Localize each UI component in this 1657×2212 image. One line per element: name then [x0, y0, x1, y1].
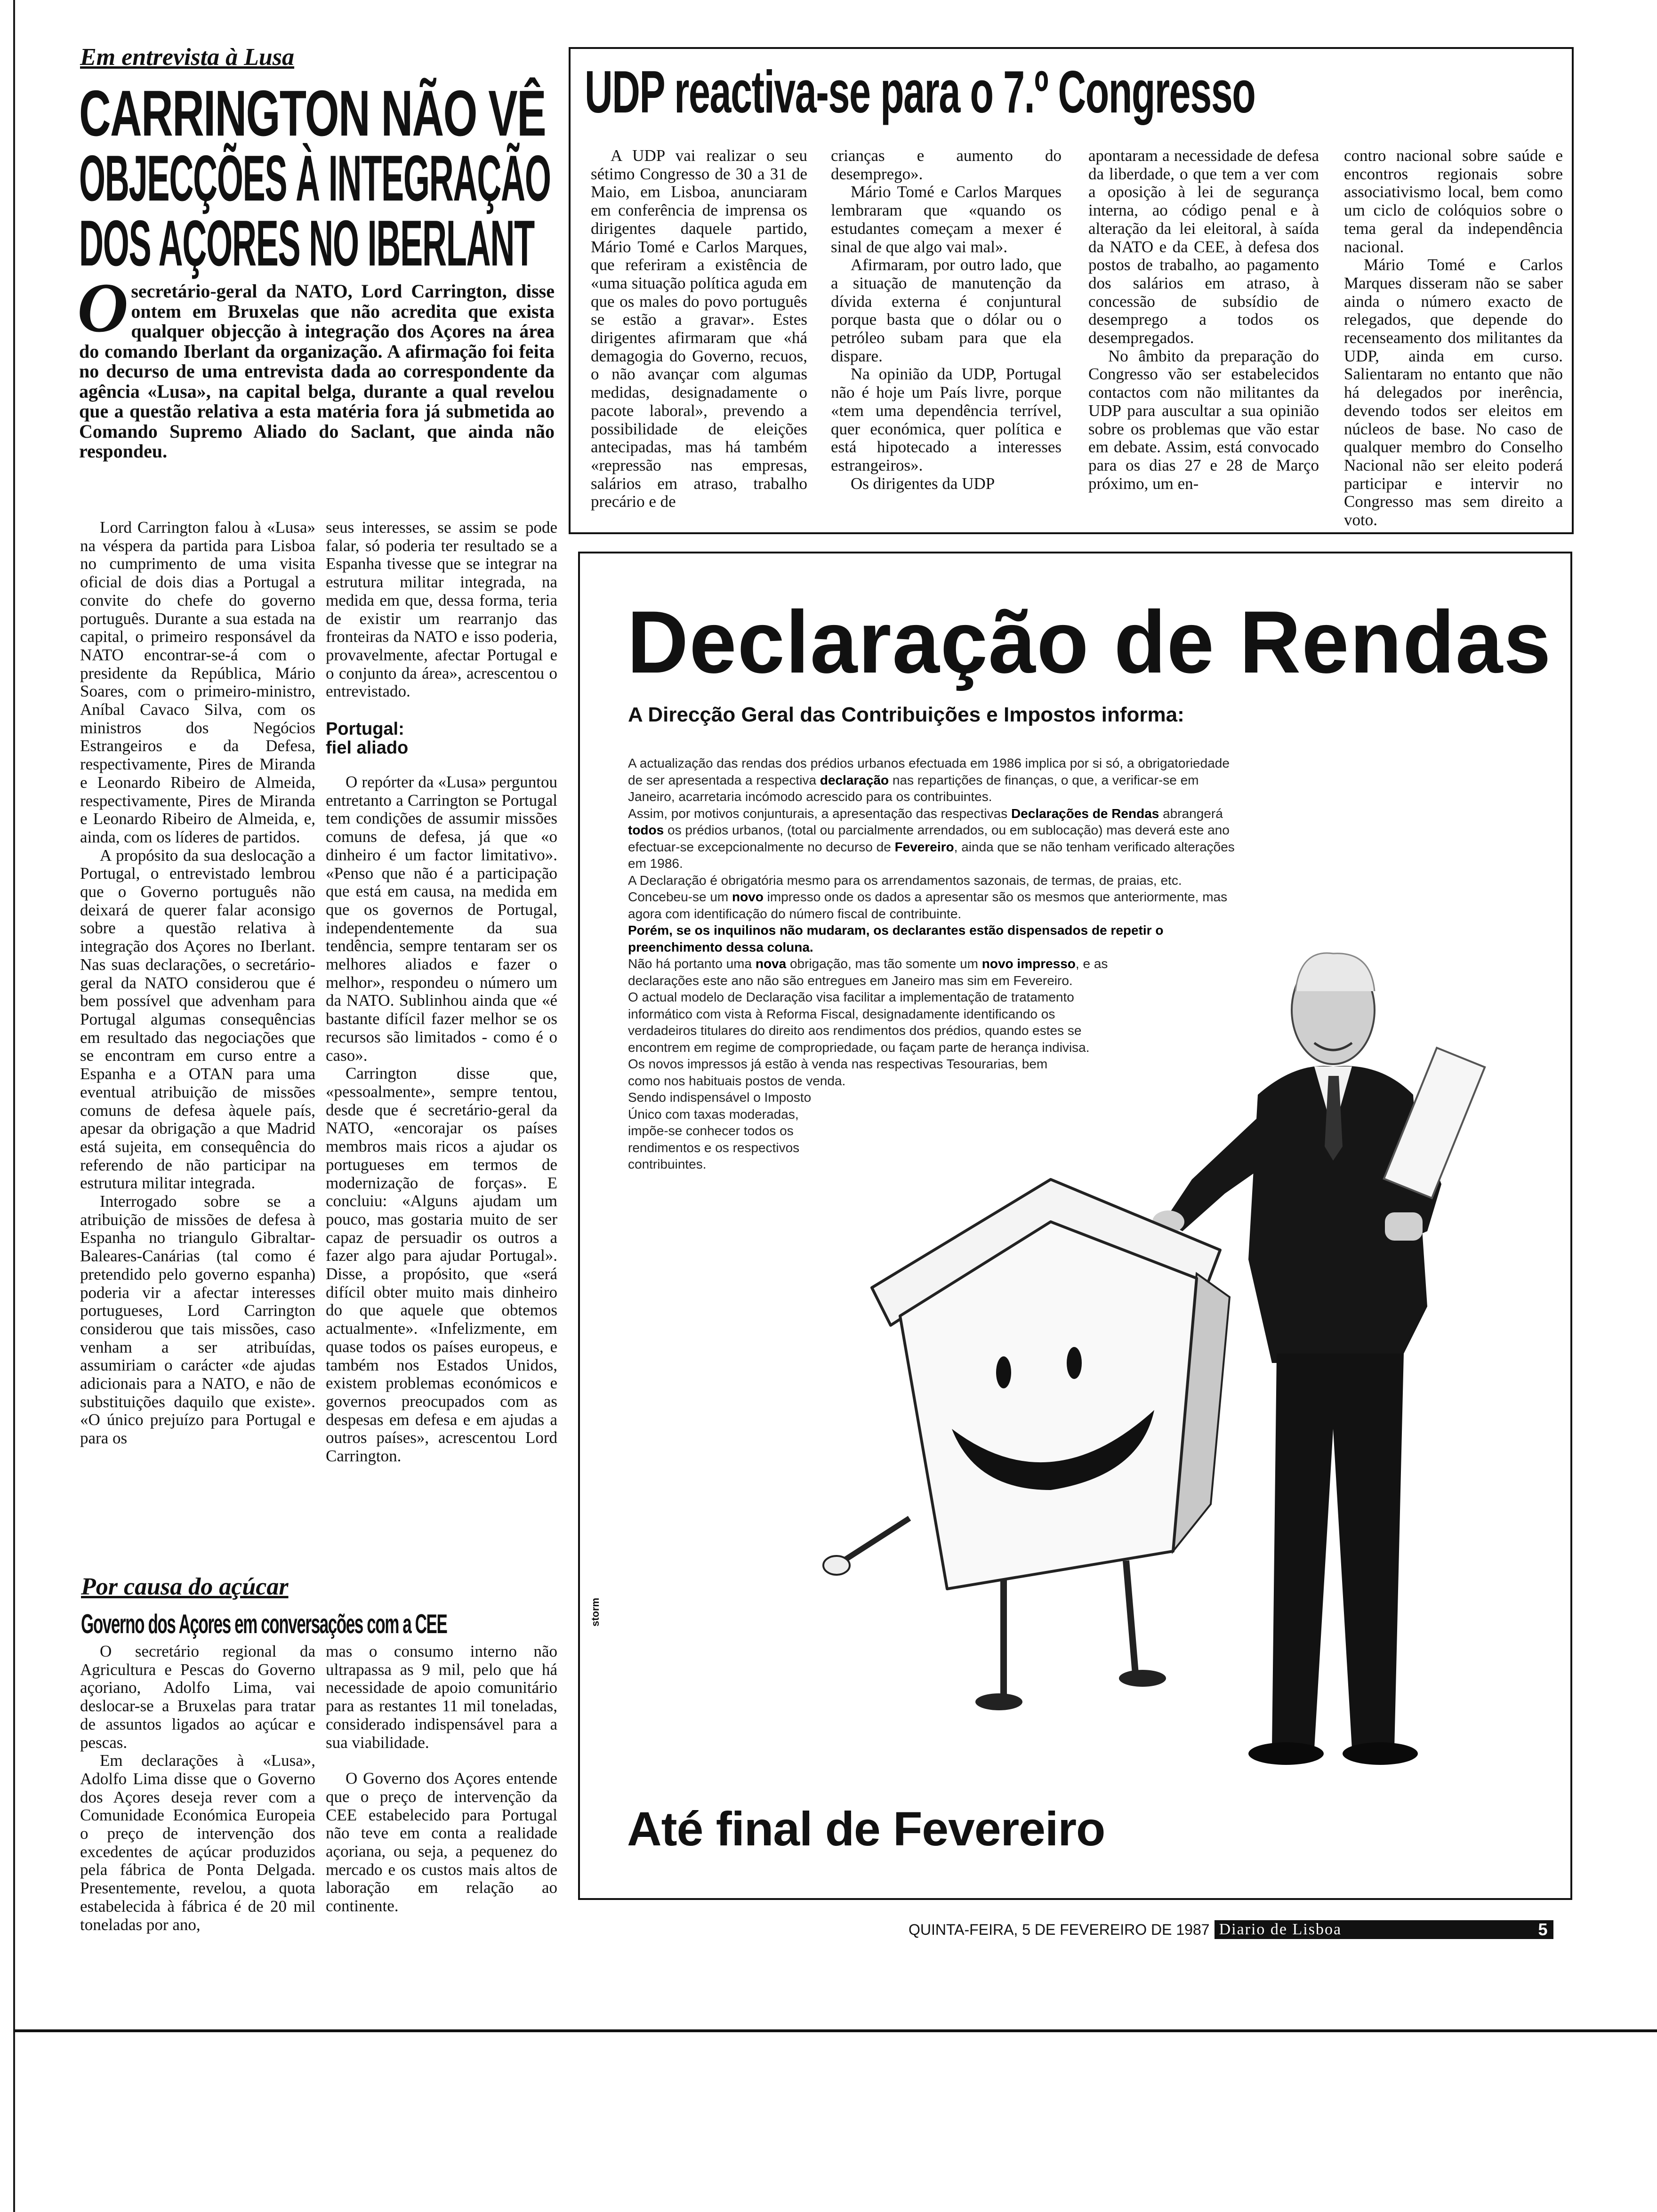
paragraph: Interrogado sobre se a atribuição de missões de defesa à Espanha no triangulo Gibraltar-Baleares-Canárias (tal como é pretendido pelo governo espanha) poderia vir a afectar interesses portugueses, Lord Carrington considerou que tais missões, caso venham a ser atribuídas, assumiriam o carácter «de ajudas adicionais para a NATO, e não de substituições daquilo que existe». «O único prejuízo para Portugal e para os — [80, 1192, 315, 1448]
ad-paragraph: Os novos impressos já estão à venda nas respectivas Tesourarias, bem como nos habituais postos de venda. — [628, 1057, 1048, 1088]
ad-footer: Até final de Fevereiro — [627, 1802, 1105, 1856]
carrington-column-1 — [80, 519, 315, 1448]
udp-column-3 — [1088, 147, 1319, 493]
paragraph: Na opinião da UDP, Portugal não é hoje um País livre, porque «tem uma dependência terrível, quer económica, quer política e está hipotecado a interesses estrangeiros». — [831, 365, 1062, 474]
subhead-portugal — [326, 720, 557, 757]
paragraph: apontaram a necessidade de defesa da liberdade, o que tem a ver com a oposição à lei de segurança interna, ao código penal e à alteração da lei eleitoral, à saída da NATO e da CEE, à defesa dos postos de trabalho, ao pagamento dos salários em atraso, à concessão de subsídio de desemprego a todos os desempregados. — [1088, 146, 1319, 347]
acucar-kicker: Por causa do açúcar — [81, 1573, 289, 1600]
paragraph: Lord Carrington falou à «Lusa» na véspera da partida para Lisboa no cumprimento de uma visita oficial de dois dias a Portugal a convite do chefe do governo português. Durante a sua estada na capital, o primeiro responsável da NATO encontrar-se-á com o presidente da República, Mário Soares, com o primeiro-ministro, Aníbal Cavaco Silva, com os ministros dos Negócios Estrangeiros e da Defesa, respectivamente, Pires de Miranda e Leonardo Ribeiro de Almeida, respectivamente, Pires de Miranda e Leonardo Ribeiro de Almeida, e, ainda, com os líderes de partidos. — [80, 518, 315, 846]
ad-box — [578, 552, 1572, 1900]
headline-line-3: DOS AÇORES NO IBERLANT — [79, 207, 534, 280]
acucar-column-1 — [80, 1643, 315, 1934]
ad-paragraph: Concebeu-se um novo impresso onde os dados a apresentar são os mesmos que anteriormente, mas agora com identificação do número fiscal de contribuinte. — [628, 890, 1228, 921]
dropcap: O — [77, 269, 129, 347]
ad-subtitle: A Direcção Geral das Contribuições e Impostos informa: — [628, 703, 1184, 726]
paragraph: Em declarações à «Lusa», Adolfo Lima disse que o Governo dos Açores deseja rever com a Comunidade Económica Europeia o preço de intervenção dos excedentes de açúcar produzidos pela fábrica de Ponta Delgada. Presentemente, revelou, a quota estabelecida à fábrica é de 20 mil toneladas por ano, — [80, 1751, 315, 1934]
scan-bottom-line — [14, 2029, 1657, 2032]
udp-column-4 — [1344, 147, 1563, 529]
paragraph: A UDP vai realizar o seu sétimo Congresso de 30 a 31 de Maio, em Lisboa, anunciaram em conferência de imprensa os dirigentes daquele partido, Mário Tomé e Carlos Marques, que referiram a existência de «uma situação política aguda em que os males do povo português se estão a gravar». Estes dirigentes afirmaram que «há demagogia do Governo, recuos, o não avançar com algumas medidas, designadamente o pacote laboral», prevendo a possibilidade de eleições antecipadas, mas há também «repressão nas empresas, salários em atraso, trabalho precário e de — [591, 146, 807, 511]
ad-paragraph: Porém, se os inquilinos não mudaram, os declarantes estão dispensados de repetir o preenchimento dessa coluna. — [628, 923, 1164, 954]
paper-name: Diario de Lisboa — [1219, 1921, 1342, 1938]
scan-edge-line — [13, 0, 15, 2212]
carrington-lead — [77, 269, 555, 462]
paragraph: Mário Tomé e Carlos Marques lembraram que «quando os estudantes começam a mexer é sinal de que algo vai mal». — [831, 183, 1062, 256]
ad-paragraph: Sendo indispensável o Imposto Único com taxas moderadas, impõe-se conhecer todos os rendimentos e os respectivos contribuintes. — [628, 1090, 812, 1171]
paragraph: Os dirigentes da UDP — [851, 474, 995, 493]
ad-title: Declaração de Rendas — [627, 593, 1552, 691]
ad-paragraph: A actualização das rendas dos prédios urbanos efectuada em 1986 implica por si só, a obrigatoriedade de ser apresentada a respectiva declaração nas repartições de finanças, o que, a verificar-se em Janeiro, acarretaria incómodo acrescido para os contribuintes. — [628, 756, 1230, 804]
ad-paragraph: A Declaração é obrigatória mesmo para os arrendamentos sazonais, de termas, de praias, etc. — [628, 873, 1182, 888]
udp-column-2 — [831, 147, 1062, 493]
paragraph: crianças e aumento do desemprego». — [831, 146, 1062, 183]
paragraph: O repórter da «Lusa» perguntou entretanto a Carrington se Portugal tem condições de assumir missões comuns de defesa, já que «o dinheiro é um factor limitativo». «Penso que não é a participação que está em causa, na medida em que os governos de Portugal, independentemente da sua tendência, sempre tentaram ser os melhores aliados e fazer o melhor», respondeu o número um da NATO. Sublinhou ainda que «é bastante difícil fazer melhor se os recursos são limitados - como é o caso». — [326, 773, 557, 1065]
headline-line-1: CARRINGTON NÃO VÊ — [79, 77, 546, 150]
paragraph: Mário Tomé e Carlos Marques disseram não se saber ainda o número exacto de relegados, que depende do recenseamento dos militantes da UDP, ainda em curso. Salientaram no entanto que não há delegados por inerência, devendo todos ser eleitos em núcleos de base. No caso de qualquer membro do Conselho Nacional não ser eleito poderá participar e intervir no Congresso mas sem direito a voto. — [1344, 256, 1563, 529]
page-number: 5 — [1538, 1920, 1548, 1939]
paragraph: Afirmaram, por outro lado, que a situação de manutenção da dívida externa é conjuntural porque basta que o dólar ou o petróleo subam para que ela dispare. — [831, 256, 1062, 365]
house-mascot — [823, 1179, 1230, 1710]
paragraph: A propósito da sua deslocação a Portugal, o entrevistado lembrou que o Governo português não deixará de querer falar aconsigo sobre a questão relativa à integração dos Açores no Iberlant. Nas suas declarações, o secretário-geral da NATO considerou que é bem possível que advenham para Portugal algumas consequências em resultado das negociações que se encontram em curso entre a Espanha e a OTAN para uma eventual atribuição de missões comuns de defesa àquele país, apesar da obrigação a que Madrid está sujeita, em consequência do referendo de não participar na estrutura militar integrada. — [80, 846, 315, 1193]
headline-line-2: OBJECÇÕES À INTEGRAÇÃO — [79, 142, 551, 215]
paragraph: contro nacional sobre saúde e encontros regionais sobre associativismo local, bem como um ciclo de colóquios sobre o tema geral da independência nacional. — [1344, 146, 1563, 256]
acucar-headline: Governo dos Açores em conversações com a CEE — [81, 1609, 447, 1639]
carrington-headline — [79, 77, 559, 280]
ad-paragraph: Não há portanto uma nova obrigação, mas tão somente um novo impresso, e as declarações este ano não são entregues em Janeiro mas sim em Fevereiro. — [628, 956, 1108, 988]
paragraph: O secretário regional da Agricultura e Pescas do Governo açoriano, Adolfo Lima, vai deslocar-se a Bruxelas para tratar de assuntos ligados ao açúcar e pescas. — [80, 1642, 315, 1752]
ad-illustration — [580, 553, 1570, 1898]
paragraph: Carrington disse que, «pessoalmente», sempre tentou, desde que é secretário-geral da NATO, «encorajar os países membros mais ricos a ajudar os portugueses em termos de modernização de forças». E concluiu: «Alguns ajudam um pouco, mas gostaria muito de ser capaz de persuadir os outros a fazer algo para ajudar Portugal». Disse, a propósito, que «será difícil obter muito mais dinheiro do que aquele que obtemos actualmente». «Infelizmente, em quase todos os países europeus, e também nos Estados Unidos, existem problemas económicos e governos preocupados com as despesas em defesa e em ajudas a outros países», acrescentou Lord Carrington. — [326, 1064, 557, 1466]
page-footer — [909, 1919, 1553, 1940]
paragraph: No âmbito da preparação do Congresso vão ser estabelecidos contactos com não militantes da UDP para auscultar a sua opinião sobre os problemas que vão estar em debate. Assim, está convocado para os dias 27 e 28 de Março próximo, um en- — [1088, 346, 1319, 493]
acucar-column-2 — [326, 1643, 557, 1915]
ad-paragraph: Assim, por motivos conjunturais, a apresentação das respectivas Declarações de Rendas abrangerá todos os prédios urbanos, (total ou parcialmente arrendados, ou em sublocação) mas deverá este ano efectuar-se excepcionalmente no decurso de Fevereiro, ainda que se não tenham verificado alterações em 1986. — [628, 806, 1235, 871]
paragraph: mas o consumo interno não ultrapassa as 9 mil, pelo que há necessidade de apoio comunitário para as restantes 11 mil toneladas, considerado indispensável para a sua viabilidade. — [326, 1642, 557, 1752]
lead-text: secretário-geral da NATO, Lord Carrington, disse ontem em Bruxelas que não acredita que exista qualquer objecção à integração dos Açores na área do comando Iberlant da organização. A afirmação foi feita no decurso de uma entrevista dada ao correspondente da agência «Lusa», na capital belga, durante a qual revelou que a questão relativa a esta matéria fora já submetida ao Comando Supremo Aliado do Saclant, que ainda não respondeu. — [79, 281, 555, 462]
paragraph: seus interesses, se assim se pode falar, só poderia ter resultado se a Espanha tivesse que se integrar na estrutura militar integrada, na medida em que, dessa forma, teria de existir um rearranjo das fronteiras da NATO e isso poderia, provavelmente, afectar Portugal e o conjunto da área», acrescentou o entrevistado. — [326, 518, 557, 701]
carrington-column-2 — [326, 519, 557, 1466]
carrington-kicker: Em entrevista à Lusa — [80, 44, 295, 71]
masthead-bar — [1215, 1920, 1553, 1939]
subhead-line: Portugal: — [326, 719, 404, 739]
udp-headline: UDP reactiva-se para o 7.º Congresso — [585, 58, 1255, 126]
paragraph: O Governo dos Açores entende que o preço de intervenção da CEE estabelecido para Portugal não teve em conta a realidade açoriana, ou seja, a pequenez do mercado e os custos mais altos de laboração em relação ao continente. — [326, 1769, 557, 1915]
subhead-line: fiel aliado — [326, 738, 409, 758]
page-date: QUINTA-FEIRA, 5 DE FEVEREIRO DE 1987 — [909, 1921, 1210, 1938]
ad-paragraph: O actual modelo de Declaração visa facilitar a implementação de tratamento informático com vista à Reforma Fiscal, designadamente identificando os verdadeiros titulares do direito aos rendimentos dos prédios, quando estes se encontrem em regime de compropriedade, ou façam parte de herança indivisa. — [628, 990, 1090, 1055]
ad-agency-credit: storm — [589, 1597, 601, 1627]
udp-column-1 — [591, 147, 807, 511]
